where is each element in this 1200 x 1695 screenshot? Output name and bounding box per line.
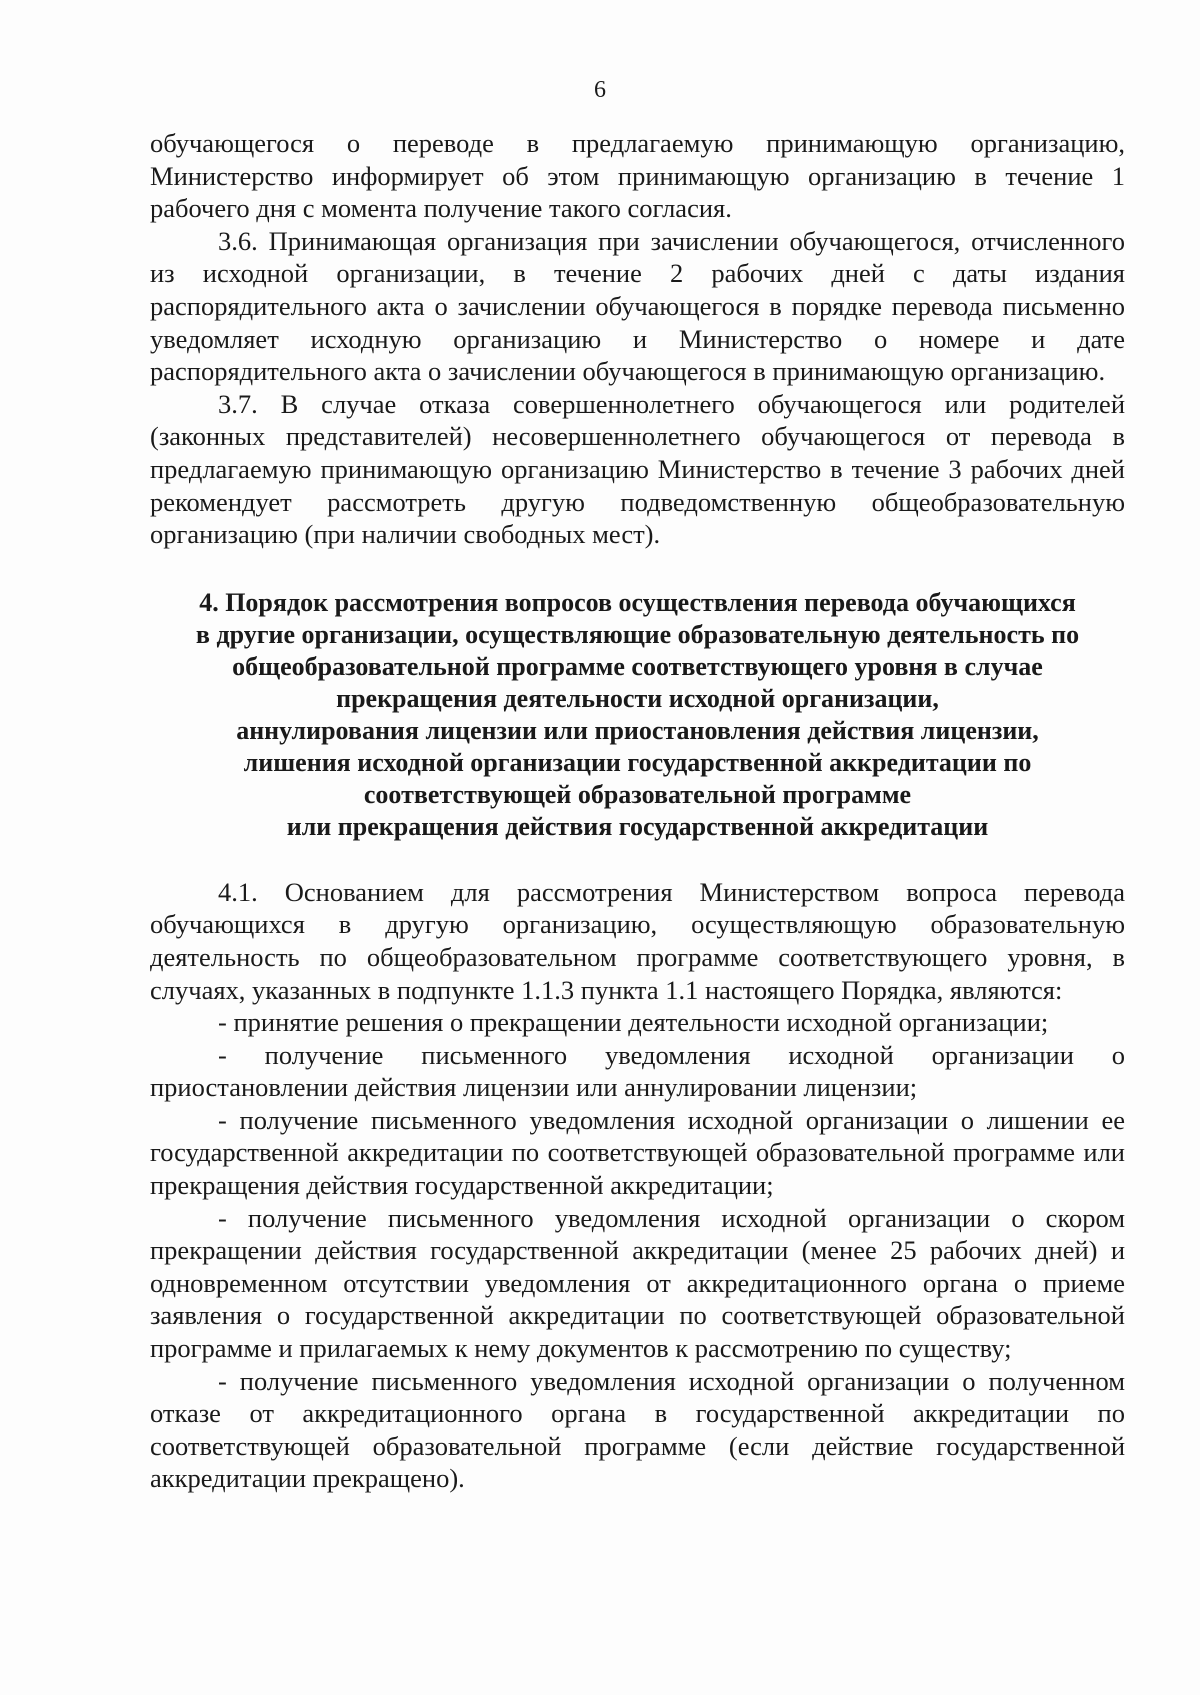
paragraph-3-6: 3.6. Принимающая организация при зачислении обучающегося, отчисленного из исходной организации, в течение 2 рабочих дней с даты издания распорядительного акта о зачислении обучающегося в порядке перевода письменно уведомляет исходную организацию и Министерство о номере и дате распорядительного акта о зачислении обучающегося в принимающую организацию. [150, 225, 1125, 387]
heading-line: лишения исходной организации государственной аккредитации по [243, 747, 1032, 777]
document-body [150, 127, 1125, 1495]
list-item: - принятие решения о прекращении деятельности исходной организации; [218, 1007, 1049, 1038]
heading-line: прекращения деятельности исходной организации, [336, 683, 939, 713]
heading-line: или прекращения действия государственной аккредитации [286, 811, 989, 841]
heading-line: 4. Порядок рассмотрения вопросов осуществления перевода обучающихся [199, 587, 1076, 617]
list-item: - получение письменного уведомления исходной организации о полученном отказе от аккредитационного органа в государственной аккредитации по соответствующей образовательной программе (если действие государственной аккредитации прекращено). [150, 1365, 1125, 1494]
heading-line: соответствующей образовательной программе [363, 779, 912, 809]
heading-line: аннулирования лицензии или приостановления действия лицензии, [236, 715, 1039, 745]
page-number: 6 [594, 77, 606, 103]
heading-line: общеобразовательной программе соответствующего уровня в случае [232, 651, 1043, 681]
paragraph-3-7: 3.7. В случае отказа совершеннолетнего обучающегося или родителей (законных представителей) несовершеннолетнего обучающегося от перевода в предлагаемую принимающую организацию Министерство в течение 3 рабочих дней рекомендует рассмотреть другую подведомственную общеобразовательную организацию (при наличии свободных мест). [150, 388, 1125, 550]
heading-line: в другие организации, осуществляющие образовательную деятельность по [195, 619, 1080, 649]
list-item: - получение письменного уведомления исходной организации о приостановлении действия лицензии или аннулировании лицензии; [150, 1039, 1125, 1103]
list-item: - получение письменного уведомления исходной организации о лишении ее государственной аккредитации по соответствующей образовательной программе или прекращения действия государственной аккредитации; [150, 1104, 1125, 1201]
paragraph-continuation: обучающегося о переводе в предлагаемую принимающую организацию, Министерство информирует об этом принимающую организацию в течение 1 рабочего дня с момента получение такого согласия. [150, 128, 1125, 224]
paragraph-4-1: 4.1. Основанием для рассмотрения Министерством вопроса перевода обучающихся в другую организацию, осуществляющую образовательную деятельность по общеобразовательном программе соответствующего уровня, в случаях, указанных в подпункте 1.1.3 пункта 1.1 настоящего Порядка, являются: [150, 876, 1125, 1005]
list-item: - получение письменного уведомления исходной организации о скором прекращении действия государственной аккредитации (менее 25 рабочих дней) и одновременном отсутствии уведомления от аккредитационного органа о приеме заявления о государственной аккредитации по соответствующей образовательной программе и прилагаемых к нему документов к рассмотрению по существу; [150, 1202, 1125, 1364]
section-4-heading [150, 587, 1125, 843]
